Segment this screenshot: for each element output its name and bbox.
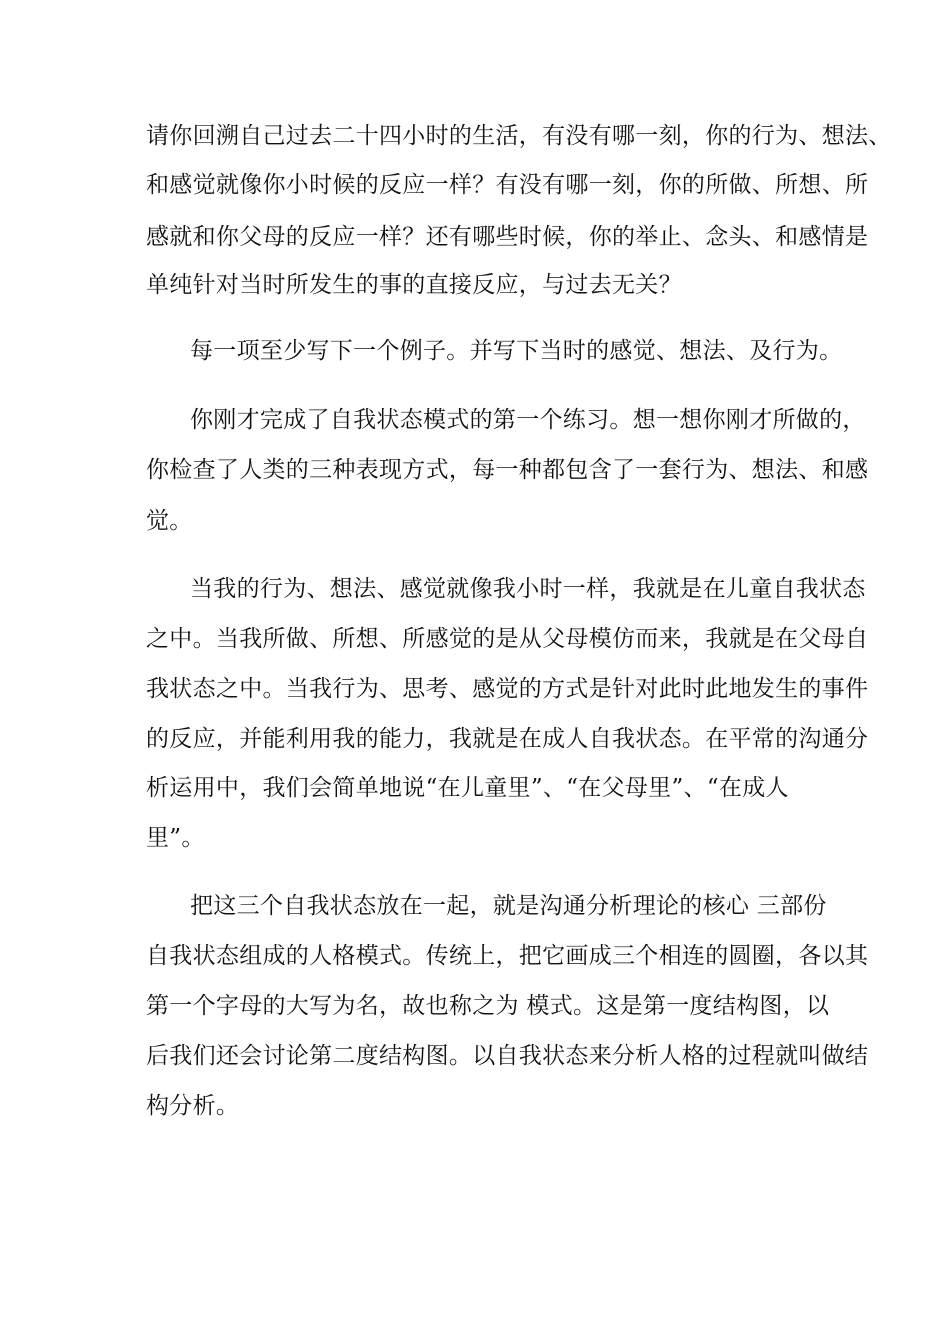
paragraph-4-line-6: 里”。 xyxy=(146,825,205,851)
paragraph-5-line-5: 构分析。 xyxy=(146,1093,240,1119)
paragraph-4-line-4: 的反应，并能利用我的能力，我就是在成人自我状态。在平常的沟通分 xyxy=(146,726,869,752)
paragraph-5-line-1: 把这三个自我状态放在一起，就是沟通分析理论的核心 三部份 xyxy=(190,893,827,919)
paragraph-1-line-1: 请你回溯自己过去二十四小时的生活，有没有哪一刻，你的行为、想法、 xyxy=(146,123,892,149)
paragraph-4-line-2: 之中。当我所做、所想、所感觉的是从父母模仿而来，我就是在父母自 xyxy=(146,626,869,652)
paragraph-5-line-4: 后我们还会讨论第二度结构图。以自我状态来分析人格的过程就叫做结 xyxy=(146,1043,869,1069)
paragraph-3-line-2: 你检查了人类的三种表现方式，每一种都包含了一套行为、想法、和感 xyxy=(146,457,869,483)
paragraph-3-line-1: 你刚才完成了自我状态模式的第一个练习。想一想你刚才所做的， xyxy=(190,407,866,433)
paragraph-5-line-2: 自我状态组成的人格模式。传统上，把它画成三个相连的圆圈，各以其 xyxy=(146,943,869,969)
paragraph-4-line-3: 我状态之中。当我行为、思考、感觉的方式是针对此时此地发生的事件 xyxy=(146,676,869,702)
paragraph-1-line-2: 和感觉就像你小时候的反应一样？有没有哪一刻，你的所做、所想、所 xyxy=(146,172,869,198)
paragraph-4-line-5: 析运用中，我们会简单地说“在儿童里”、“在父母里”、“在成人 xyxy=(146,775,789,801)
paragraph-2-line-1: 每一项至少写下一个例子。并写下当时的感觉、想法、及行为。 xyxy=(190,338,843,364)
paragraph-1-line-4: 单纯针对当时所发生的事的直接反应，与过去无关？ xyxy=(146,272,682,298)
paragraph-5-line-3: 第一个字母的大写为名，故也称之为 模式。这是第一度结构图，以 xyxy=(146,993,830,1019)
paragraph-3-line-3: 觉。 xyxy=(146,508,193,534)
paragraph-1-line-3: 感就和你父母的反应一样？还有哪些时候，你的举止、念头、和感情是 xyxy=(146,224,869,250)
paragraph-4-line-1: 当我的行为、想法、感觉就像我小时一样，我就是在儿童自我状态 xyxy=(190,576,866,602)
